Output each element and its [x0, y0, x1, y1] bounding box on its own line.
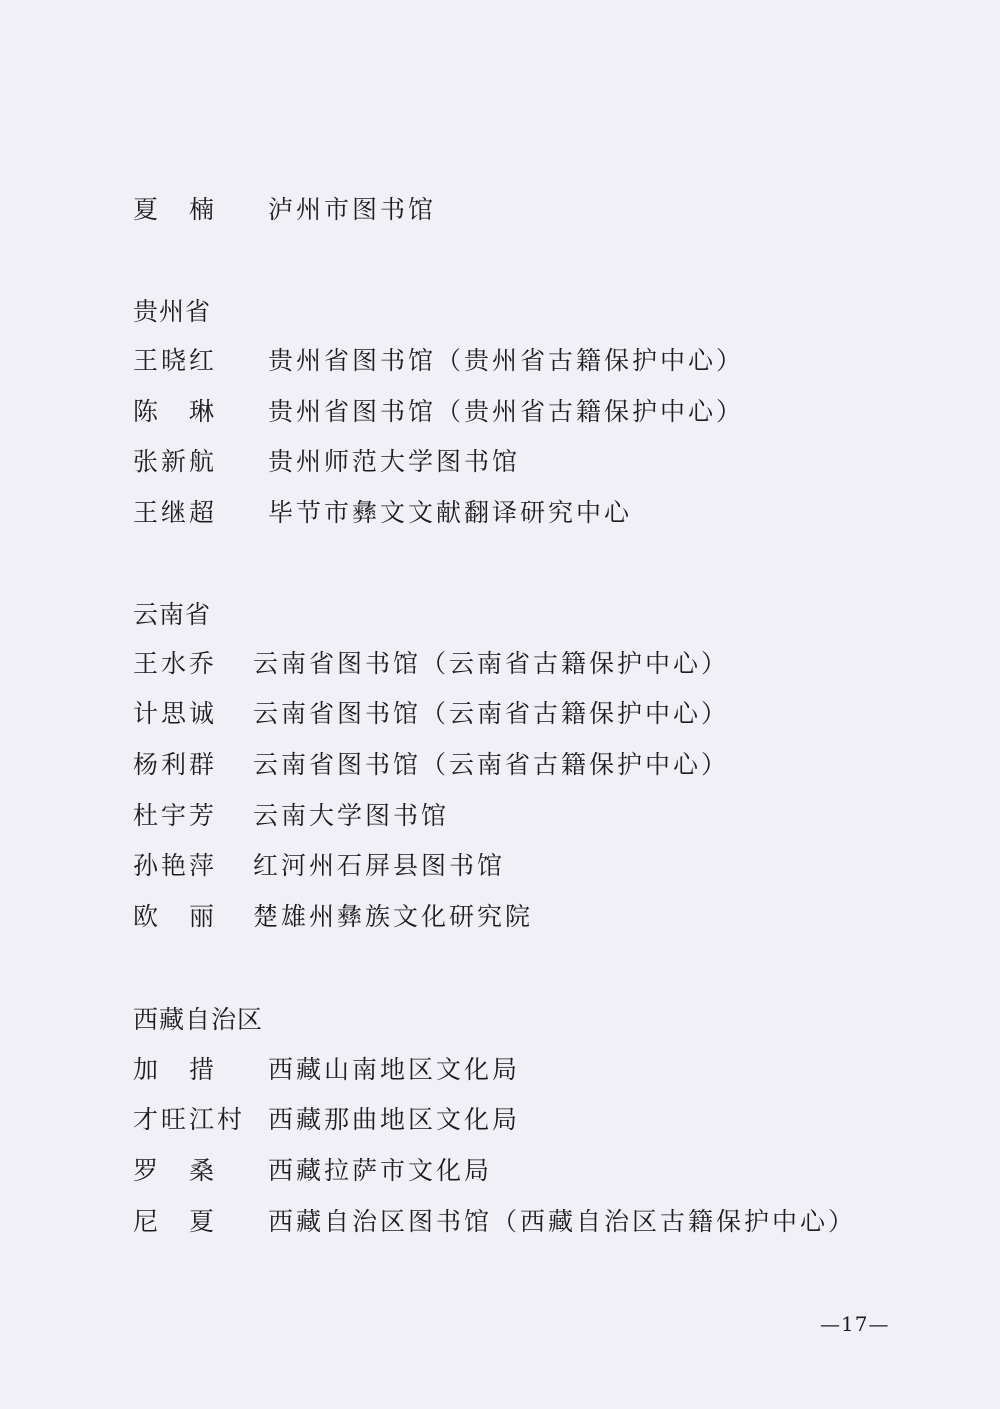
organization: 贵州省图书馆（贵州省古籍保护中心）	[268, 397, 745, 426]
person-name: 王水乔	[133, 649, 218, 678]
list-item	[0, 190, 1000, 230]
organization: 西藏拉萨市文化局	[268, 1156, 493, 1185]
organization: 贵州师范大学图书馆	[268, 447, 521, 476]
list-item	[0, 493, 1000, 533]
person-name: 加 措	[133, 1055, 218, 1084]
person-name: 夏 楠	[133, 195, 218, 224]
organization: 云南省图书馆（云南省古籍保护中心）	[253, 649, 730, 678]
person-name: 王继超	[133, 498, 218, 527]
list-item	[0, 745, 1000, 785]
organization: 毕节市彝文文献翻译研究中心	[268, 498, 633, 527]
organization: 楚雄州彝族文化研究院	[253, 902, 534, 931]
organization: 西藏那曲地区文化局	[268, 1105, 521, 1134]
section-heading: 云南省	[133, 600, 212, 629]
list-item	[0, 442, 1000, 482]
list-item	[0, 1100, 1000, 1140]
organization: 西藏山南地区文化局	[268, 1055, 521, 1084]
person-name: 欧 丽	[133, 902, 218, 931]
organization: 云南省图书馆（云南省古籍保护中心）	[253, 750, 730, 779]
list-item	[0, 1050, 1000, 1090]
organization: 云南大学图书馆	[253, 801, 450, 830]
list-item	[0, 846, 1000, 886]
organization: 云南省图书馆（云南省古籍保护中心）	[253, 699, 730, 728]
person-name: 杨利群	[133, 750, 218, 779]
list-item	[0, 392, 1000, 432]
section-heading: 贵州省	[133, 297, 212, 326]
list-item	[0, 1151, 1000, 1191]
organization: 贵州省图书馆（贵州省古籍保护中心）	[268, 346, 745, 375]
person-name: 尼 夏	[133, 1207, 218, 1236]
page-number: —17—	[820, 1312, 890, 1336]
person-name: 孙艳萍	[133, 851, 218, 880]
list-item	[0, 341, 1000, 381]
organization: 泸州市图书馆	[268, 195, 437, 224]
list-item	[0, 644, 1000, 684]
person-name: 才旺江村	[133, 1105, 246, 1134]
person-name: 张新航	[133, 447, 218, 476]
person-name: 王晓红	[133, 346, 218, 375]
list-item	[0, 796, 1000, 836]
person-name: 杜宇芳	[133, 801, 218, 830]
organization: 西藏自治区图书馆（西藏自治区古籍保护中心）	[268, 1207, 857, 1236]
list-item	[0, 694, 1000, 734]
organization: 红河州石屏县图书馆	[253, 851, 506, 880]
list-item	[0, 1202, 1000, 1242]
person-name: 罗 桑	[133, 1156, 218, 1185]
person-name: 计思诚	[133, 699, 218, 728]
person-name: 陈 琳	[133, 397, 218, 426]
section-heading: 西藏自治区	[133, 1005, 264, 1034]
list-item	[0, 897, 1000, 937]
